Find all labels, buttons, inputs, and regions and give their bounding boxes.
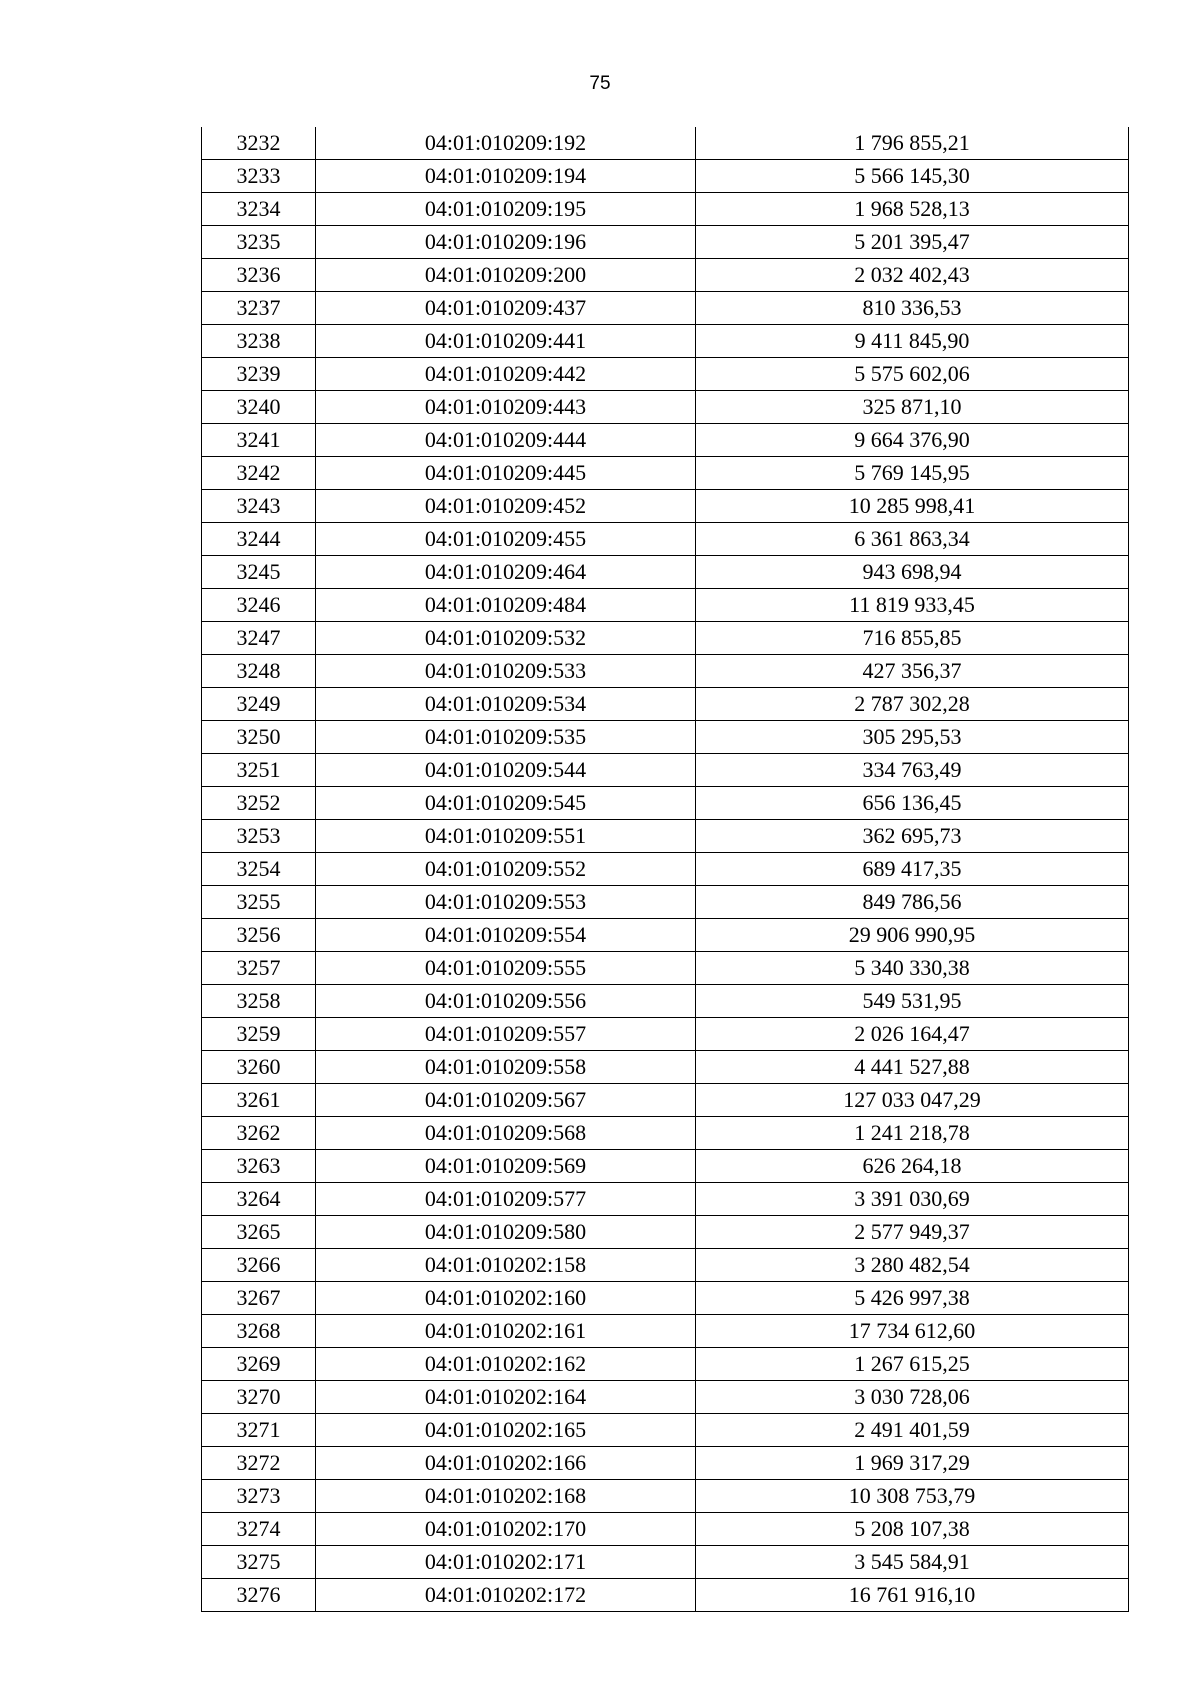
table-row bbox=[202, 721, 1129, 754]
table-row bbox=[202, 589, 1129, 622]
row-number-cell: 3259 bbox=[202, 1018, 316, 1051]
cadastral-number-cell: 04:01:010209:552 bbox=[316, 853, 696, 886]
table-row bbox=[202, 1447, 1129, 1480]
table-body bbox=[202, 127, 1129, 1612]
row-number-cell: 3244 bbox=[202, 523, 316, 556]
cadastral-value-cell: 689 417,35 bbox=[696, 853, 1129, 886]
cadastral-number-cell: 04:01:010209:544 bbox=[316, 754, 696, 787]
table-row bbox=[202, 919, 1129, 952]
table-row bbox=[202, 358, 1129, 391]
table-row bbox=[202, 292, 1129, 325]
cadastral-value-cell: 5 208 107,38 bbox=[696, 1513, 1129, 1546]
table-row bbox=[202, 1018, 1129, 1051]
cadastral-value-cell: 17 734 612,60 bbox=[696, 1315, 1129, 1348]
cadastral-value-cell: 334 763,49 bbox=[696, 754, 1129, 787]
table-row bbox=[202, 622, 1129, 655]
table-row bbox=[202, 226, 1129, 259]
table-row bbox=[202, 1051, 1129, 1084]
row-number-cell: 3237 bbox=[202, 292, 316, 325]
cadastral-number-cell: 04:01:010209:196 bbox=[316, 226, 696, 259]
cadastral-number-cell: 04:01:010202:158 bbox=[316, 1249, 696, 1282]
row-number-cell: 3232 bbox=[202, 127, 316, 160]
cadastral-value-cell: 656 136,45 bbox=[696, 787, 1129, 820]
cadastral-value-cell: 3 545 584,91 bbox=[696, 1546, 1129, 1579]
cadastral-value-cell: 810 336,53 bbox=[696, 292, 1129, 325]
cadastral-number-cell: 04:01:010209:452 bbox=[316, 490, 696, 523]
row-number-cell: 3239 bbox=[202, 358, 316, 391]
row-number-cell: 3262 bbox=[202, 1117, 316, 1150]
cadastral-value-cell: 3 280 482,54 bbox=[696, 1249, 1129, 1282]
cadastral-number-cell: 04:01:010209:464 bbox=[316, 556, 696, 589]
table-row bbox=[202, 1249, 1129, 1282]
cadastral-number-cell: 04:01:010209:442 bbox=[316, 358, 696, 391]
row-number-cell: 3255 bbox=[202, 886, 316, 919]
cadastral-value-cell: 1 796 855,21 bbox=[696, 127, 1129, 160]
row-number-cell: 3263 bbox=[202, 1150, 316, 1183]
table-row bbox=[202, 952, 1129, 985]
row-number-cell: 3253 bbox=[202, 820, 316, 853]
cadastral-number-cell: 04:01:010209:580 bbox=[316, 1216, 696, 1249]
cadastral-number-cell: 04:01:010209:551 bbox=[316, 820, 696, 853]
cadastral-number-cell: 04:01:010202:168 bbox=[316, 1480, 696, 1513]
cadastral-number-cell: 04:01:010209:192 bbox=[316, 127, 696, 160]
row-number-cell: 3272 bbox=[202, 1447, 316, 1480]
row-number-cell: 3264 bbox=[202, 1183, 316, 1216]
cadastral-number-cell: 04:01:010209:555 bbox=[316, 952, 696, 985]
table-row bbox=[202, 787, 1129, 820]
cadastral-number-cell: 04:01:010209:535 bbox=[316, 721, 696, 754]
cadastral-value-cell: 305 295,53 bbox=[696, 721, 1129, 754]
cadastral-number-cell: 04:01:010209:445 bbox=[316, 457, 696, 490]
cadastral-value-cell: 5 340 330,38 bbox=[696, 952, 1129, 985]
row-number-cell: 3235 bbox=[202, 226, 316, 259]
table-row bbox=[202, 556, 1129, 589]
table-row bbox=[202, 325, 1129, 358]
table-row bbox=[202, 1084, 1129, 1117]
row-number-cell: 3268 bbox=[202, 1315, 316, 1348]
table-row bbox=[202, 1282, 1129, 1315]
row-number-cell: 3233 bbox=[202, 160, 316, 193]
cadastral-value-cell: 5 769 145,95 bbox=[696, 457, 1129, 490]
cadastral-number-cell: 04:01:010202:161 bbox=[316, 1315, 696, 1348]
cadastral-number-cell: 04:01:010202:165 bbox=[316, 1414, 696, 1447]
cadastral-number-cell: 04:01:010209:558 bbox=[316, 1051, 696, 1084]
cadastral-value-cell: 2 577 949,37 bbox=[696, 1216, 1129, 1249]
table-row bbox=[202, 160, 1129, 193]
table-row bbox=[202, 1546, 1129, 1579]
table-row bbox=[202, 820, 1129, 853]
table-row bbox=[202, 1414, 1129, 1447]
cadastral-value-cell: 5 201 395,47 bbox=[696, 226, 1129, 259]
row-number-cell: 3247 bbox=[202, 622, 316, 655]
row-number-cell: 3243 bbox=[202, 490, 316, 523]
cadastral-value-cell: 5 426 997,38 bbox=[696, 1282, 1129, 1315]
row-number-cell: 3269 bbox=[202, 1348, 316, 1381]
cadastral-number-cell: 04:01:010209:567 bbox=[316, 1084, 696, 1117]
page-number: 75 bbox=[589, 73, 611, 94]
cadastral-number-cell: 04:01:010209:577 bbox=[316, 1183, 696, 1216]
row-number-cell: 3276 bbox=[202, 1579, 316, 1612]
table-row bbox=[202, 457, 1129, 490]
cadastral-value-cell: 5 575 602,06 bbox=[696, 358, 1129, 391]
table-row bbox=[202, 1150, 1129, 1183]
row-number-cell: 3258 bbox=[202, 985, 316, 1018]
table-row bbox=[202, 1117, 1129, 1150]
row-number-cell: 3266 bbox=[202, 1249, 316, 1282]
cadastral-number-cell: 04:01:010209:194 bbox=[316, 160, 696, 193]
cadastral-number-cell: 04:01:010209:556 bbox=[316, 985, 696, 1018]
row-number-cell: 3252 bbox=[202, 787, 316, 820]
cadastral-number-cell: 04:01:010202:171 bbox=[316, 1546, 696, 1579]
cadastral-number-cell: 04:01:010209:532 bbox=[316, 622, 696, 655]
table-row bbox=[202, 655, 1129, 688]
table-row bbox=[202, 985, 1129, 1018]
row-number-cell: 3246 bbox=[202, 589, 316, 622]
cadastral-number-cell: 04:01:010209:534 bbox=[316, 688, 696, 721]
cadastral-value-cell: 9 411 845,90 bbox=[696, 325, 1129, 358]
row-number-cell: 3271 bbox=[202, 1414, 316, 1447]
row-number-cell: 3234 bbox=[202, 193, 316, 226]
row-number-cell: 3261 bbox=[202, 1084, 316, 1117]
cadastral-number-cell: 04:01:010209:554 bbox=[316, 919, 696, 952]
row-number-cell: 3249 bbox=[202, 688, 316, 721]
cadastral-value-cell: 549 531,95 bbox=[696, 985, 1129, 1018]
table-row bbox=[202, 1216, 1129, 1249]
cadastral-number-cell: 04:01:010209:437 bbox=[316, 292, 696, 325]
cadastral-value-cell: 2 026 164,47 bbox=[696, 1018, 1129, 1051]
cadastral-number-cell: 04:01:010209:553 bbox=[316, 886, 696, 919]
cadastral-number-cell: 04:01:010202:164 bbox=[316, 1381, 696, 1414]
cadastral-number-cell: 04:01:010202:160 bbox=[316, 1282, 696, 1315]
cadastral-value-cell: 9 664 376,90 bbox=[696, 424, 1129, 457]
cadastral-number-cell: 04:01:010209:200 bbox=[316, 259, 696, 292]
cadastral-value-cell: 5 566 145,30 bbox=[696, 160, 1129, 193]
row-number-cell: 3260 bbox=[202, 1051, 316, 1084]
table-row bbox=[202, 259, 1129, 292]
cadastral-value-cell: 4 441 527,88 bbox=[696, 1051, 1129, 1084]
cadastral-value-cell: 1 968 528,13 bbox=[696, 193, 1129, 226]
row-number-cell: 3265 bbox=[202, 1216, 316, 1249]
row-number-cell: 3273 bbox=[202, 1480, 316, 1513]
cadastral-number-cell: 04:01:010209:557 bbox=[316, 1018, 696, 1051]
table-row bbox=[202, 127, 1129, 160]
table-row bbox=[202, 1513, 1129, 1546]
cadastral-value-cell: 6 361 863,34 bbox=[696, 523, 1129, 556]
table-row bbox=[202, 1348, 1129, 1381]
cadastral-value-cell: 1 241 218,78 bbox=[696, 1117, 1129, 1150]
cadastral-value-cell: 127 033 047,29 bbox=[696, 1084, 1129, 1117]
table-row bbox=[202, 886, 1129, 919]
row-number-cell: 3251 bbox=[202, 754, 316, 787]
table-row bbox=[202, 754, 1129, 787]
row-number-cell: 3242 bbox=[202, 457, 316, 490]
row-number-cell: 3275 bbox=[202, 1546, 316, 1579]
row-number-cell: 3238 bbox=[202, 325, 316, 358]
cadastral-value-cell: 11 819 933,45 bbox=[696, 589, 1129, 622]
table-row bbox=[202, 391, 1129, 424]
row-number-cell: 3257 bbox=[202, 952, 316, 985]
cadastral-value-table-container bbox=[201, 127, 1128, 1612]
row-number-cell: 3248 bbox=[202, 655, 316, 688]
cadastral-value-cell: 849 786,56 bbox=[696, 886, 1129, 919]
row-number-cell: 3240 bbox=[202, 391, 316, 424]
cadastral-number-cell: 04:01:010209:484 bbox=[316, 589, 696, 622]
table-row bbox=[202, 1579, 1129, 1612]
cadastral-value-cell: 427 356,37 bbox=[696, 655, 1129, 688]
cadastral-number-cell: 04:01:010209:545 bbox=[316, 787, 696, 820]
cadastral-value-cell: 716 855,85 bbox=[696, 622, 1129, 655]
table-row bbox=[202, 1480, 1129, 1513]
cadastral-number-cell: 04:01:010202:170 bbox=[316, 1513, 696, 1546]
table-row bbox=[202, 1183, 1129, 1216]
row-number-cell: 3256 bbox=[202, 919, 316, 952]
row-number-cell: 3236 bbox=[202, 259, 316, 292]
cadastral-value-table bbox=[201, 127, 1129, 1612]
table-row bbox=[202, 1381, 1129, 1414]
row-number-cell: 3241 bbox=[202, 424, 316, 457]
cadastral-value-cell: 10 308 753,79 bbox=[696, 1480, 1129, 1513]
cadastral-value-cell: 2 787 302,28 bbox=[696, 688, 1129, 721]
cadastral-number-cell: 04:01:010209:568 bbox=[316, 1117, 696, 1150]
table-row bbox=[202, 688, 1129, 721]
table-row bbox=[202, 1315, 1129, 1348]
cadastral-number-cell: 04:01:010202:162 bbox=[316, 1348, 696, 1381]
row-number-cell: 3254 bbox=[202, 853, 316, 886]
cadastral-number-cell: 04:01:010209:441 bbox=[316, 325, 696, 358]
cadastral-value-cell: 626 264,18 bbox=[696, 1150, 1129, 1183]
table-row bbox=[202, 424, 1129, 457]
table-row bbox=[202, 523, 1129, 556]
cadastral-value-cell: 362 695,73 bbox=[696, 820, 1129, 853]
row-number-cell: 3245 bbox=[202, 556, 316, 589]
cadastral-value-cell: 10 285 998,41 bbox=[696, 490, 1129, 523]
cadastral-value-cell: 16 761 916,10 bbox=[696, 1579, 1129, 1612]
cadastral-number-cell: 04:01:010209:569 bbox=[316, 1150, 696, 1183]
cadastral-value-cell: 1 267 615,25 bbox=[696, 1348, 1129, 1381]
cadastral-number-cell: 04:01:010209:195 bbox=[316, 193, 696, 226]
cadastral-value-cell: 3 030 728,06 bbox=[696, 1381, 1129, 1414]
cadastral-value-cell: 2 491 401,59 bbox=[696, 1414, 1129, 1447]
cadastral-number-cell: 04:01:010209:443 bbox=[316, 391, 696, 424]
row-number-cell: 3274 bbox=[202, 1513, 316, 1546]
cadastral-number-cell: 04:01:010202:172 bbox=[316, 1579, 696, 1612]
cadastral-value-cell: 2 032 402,43 bbox=[696, 259, 1129, 292]
row-number-cell: 3250 bbox=[202, 721, 316, 754]
cadastral-value-cell: 3 391 030,69 bbox=[696, 1183, 1129, 1216]
cadastral-value-cell: 29 906 990,95 bbox=[696, 919, 1129, 952]
table-row bbox=[202, 193, 1129, 226]
cadastral-number-cell: 04:01:010209:444 bbox=[316, 424, 696, 457]
cadastral-number-cell: 04:01:010202:166 bbox=[316, 1447, 696, 1480]
cadastral-value-cell: 943 698,94 bbox=[696, 556, 1129, 589]
cadastral-value-cell: 1 969 317,29 bbox=[696, 1447, 1129, 1480]
table-row bbox=[202, 853, 1129, 886]
cadastral-value-cell: 325 871,10 bbox=[696, 391, 1129, 424]
cadastral-number-cell: 04:01:010209:533 bbox=[316, 655, 696, 688]
cadastral-number-cell: 04:01:010209:455 bbox=[316, 523, 696, 556]
row-number-cell: 3267 bbox=[202, 1282, 316, 1315]
table-row bbox=[202, 490, 1129, 523]
row-number-cell: 3270 bbox=[202, 1381, 316, 1414]
